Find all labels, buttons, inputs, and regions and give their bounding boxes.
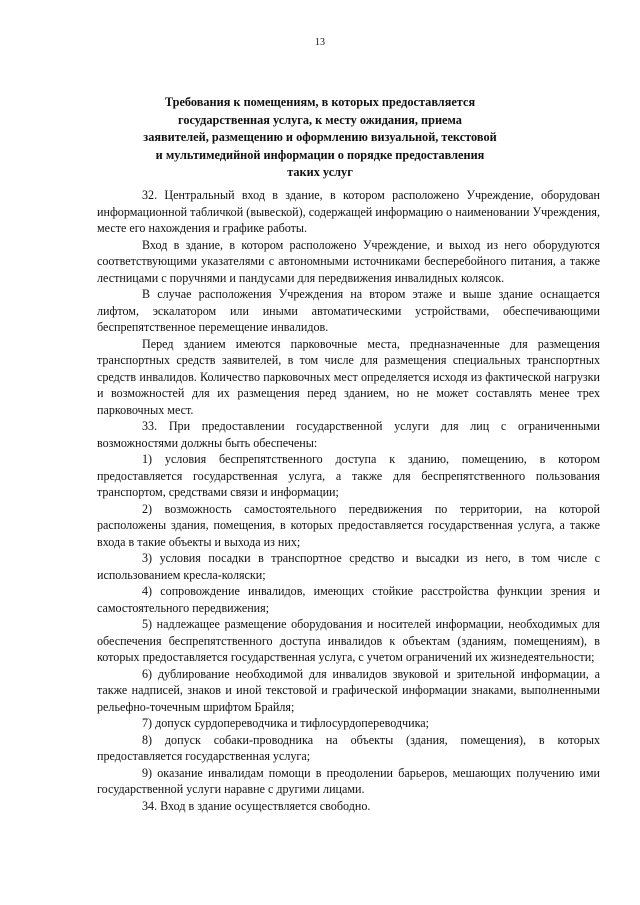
paragraph-34: 34. Вход в здание осуществляется свободно. xyxy=(142,798,371,813)
heading-line: государственная услуга, к месту ожидания, приема xyxy=(178,112,462,127)
paragraph-parking: Перед зданием имеются парковочные места, предназначенные для размещения транспортных средств заявителей, в том числе для размещения специальных транспортных средств инвалидов. Количество парковочных мест определяется исходя из фактической нагрузки и возможностей для их размещения перед зданием, но не может составлять менее трех парковочных мест. xyxy=(97,336,600,417)
list-item-9: 9) оказание инвалидам помощи в преодолении барьеров, мешающих получению ими государственной услуги наравне с другими лицами. xyxy=(97,765,600,796)
list-item-4: 4) сопровождение инвалидов, имеющих стойкие расстройства функции зрения и самостоятельного передвижения; xyxy=(97,584,600,615)
heading-line: Требования к помещениям, в которых предоставляется xyxy=(164,95,476,109)
section-heading xyxy=(100,94,540,182)
heading-line: и мультимедийной информации о порядке предоставления xyxy=(155,147,485,162)
heading-line: заявителей, размещению и оформлению визуальной, текстовой xyxy=(143,130,497,145)
page-number: 13 xyxy=(315,37,325,48)
list-item-3: 3) условия посадки в транспортное средство и высадки из него, в том числе с использованием кресла-коляски; xyxy=(97,551,600,582)
list-item-8: 8) допуск собаки-проводника на объекты (здания, помещения), в которых предоставляется государственная услуга; xyxy=(97,732,600,763)
list-item-5: 5) надлежащее размещение оборудования и носителей информации, необходимых для обеспечения беспрепятственного доступа инвалидов к объектам (зданиям, помещениям), в которых предоставляется государственная услуга, с учетом ограничений их жизнедеятельности; xyxy=(97,617,600,664)
paragraph-32-entrance: 32. Центральный вход в здание, в котором расположено Учреждение, оборудован информационной табличкой (вывеской), содержащей информацию о наименовании Учреждения, месте его нахождения и графике работы. xyxy=(97,188,600,235)
list-item-1: 1) условия беспрепятственного доступа к зданию, помещению, в котором предоставляется государственная услуга, а также для беспрепятственного пользования транспортом, средствами связи и информации; xyxy=(97,452,600,499)
paragraph-elevator: В случае расположения Учреждения на втором этаже и выше здание оснащается лифтом, эскалатором или иными автоматическими устройствами, обеспечивающими беспрепятственное перемещение инвалидов. xyxy=(97,287,600,334)
list-item-7: 7) допуск сурдопереводчика и тифлосурдопереводчика; xyxy=(142,716,430,730)
document-body xyxy=(97,187,600,814)
list-item-2: 2) возможность самостоятельного передвижения по территории, на которой расположены здания, помещения, в которых предоставляется государственная услуга, а также входа в такие объекты и выхода из них; xyxy=(97,501,600,549)
paragraph-33-intro: 33. При предоставлении государственной услуги для лиц с ограниченными возможностями должны быть обеспечены: xyxy=(97,419,600,450)
heading-line: таких услуг xyxy=(287,165,353,180)
paragraph-entrance-exit: Вход в здание, в котором расположено Учреждение, и выход из него оборудуются соответствующими указателями с автономными источниками бесперебойного питания, а также лестницами с поручнями и пандусами для передвижения инвалидных колясок. xyxy=(97,237,600,285)
list-item-6: 6) дублирование необходимой для инвалидов звуковой и зрительной информации, а также надписей, знаков и иной текстовой и графической информации знаками, выполненными рельефно-точечным шрифтом Брайля; xyxy=(97,666,600,714)
